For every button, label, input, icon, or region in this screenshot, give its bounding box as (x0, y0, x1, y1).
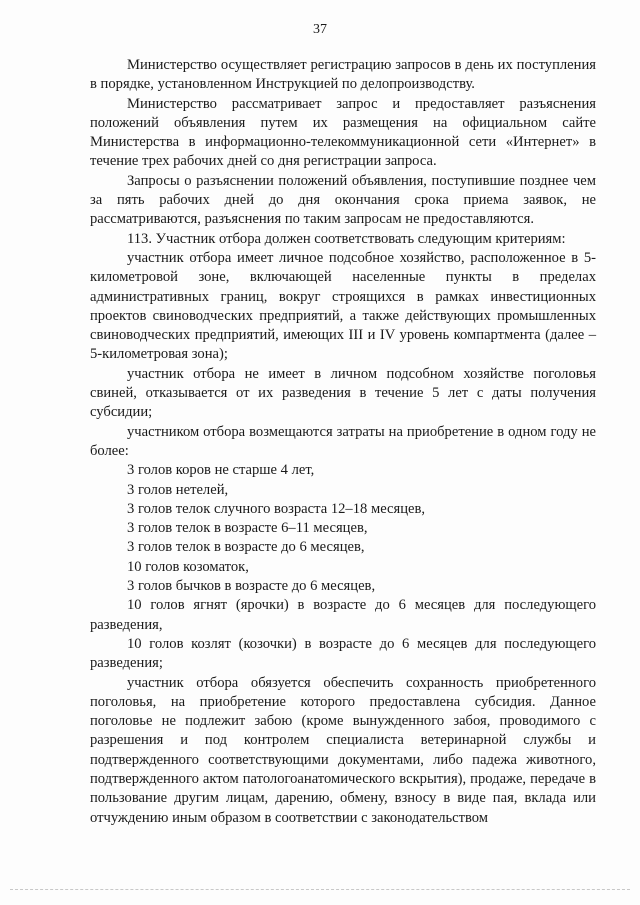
paragraph-criterion-costs: участником отбора возмещаются затраты на приобретение в одном году не более: (90, 423, 596, 459)
paragraph-criteria-heading: 113. Участник отбора должен соответствовать следующим критериям: (127, 230, 566, 247)
scan-edge-line (10, 889, 630, 890)
paragraph-criterion-safekeeping: участник отбора обязуется обеспечить сохранность приобретенного поголовья, на приобретение которого предоставлена субсидия. Данное поголовье не подлежит забою (кроме вынужденного забоя, проводимого с разрешения и под контролем специалиста ветеринарной службы и подтвержденного соответствующими документами, либо падежа животного, подтвержденного актом патологоанатомического вскрытия), продаже, передаче в пользование другим лицам, дарению, обмену, взносу в виде пая, вклада или отчуждению иным образом в соответствии с законодательством (90, 674, 596, 826)
page-number: 37 (313, 22, 327, 37)
paragraph-late-requests: Запросы о разъяснении положений объявления, поступившие позднее чем за пять рабочих дней до дня окончания срока приема заявок, не рассматриваются, разъяснения по таким запросам не предоставляются. (90, 172, 596, 228)
list-item-kids: 10 голов козлят (козочки) в возрасте до 6 месяцев для последующего разведения; (90, 635, 596, 672)
paragraph-clarification: Министерство рассматривает запрос и предоставляет разъяснения положений объявления путем их размещения на официальном сайте Министерства в информационно-телекоммуникационной сети «Интернет» в течение трех рабочих дней со дня регистрации запроса. (90, 95, 596, 170)
paragraph-criterion-no-pigs: участник отбора не имеет в личном подсобном хозяйстве поголовья свиней, отказывается от их разведения в течение 5 лет с даты получения субсидии; (90, 365, 596, 421)
list-item-heifers-under-6: 3 голов телок в возрасте до 6 месяцев, (127, 539, 365, 556)
list-item-bulls: 3 голов бычков в возрасте до 6 месяцев, (127, 578, 376, 595)
document-body (90, 56, 596, 828)
list-item-heifers: 3 голов нетелей, (127, 481, 229, 498)
list-item-goats: 10 голов козоматок, (127, 558, 249, 575)
list-item-cows: 3 голов коров не старше 4 лет, (127, 462, 315, 479)
list-item-lambs: 10 голов ягнят (ярочки) в возрасте до 6 месяцев для последующего разведения, (90, 597, 596, 633)
list-item-heifers-6-11: 3 голов телок в возрасте 6–11 месяцев, (127, 520, 368, 537)
paragraph-criterion-zone: участник отбора имеет личное подсобное хозяйство, расположенное в 5-километровой зоне, включающей населенные пункты в пределах административных границ, вокруг строящихся в рамках инвестиционных проектов свиноводческих предприятий, а также действующих промышленных свиноводческих предприятий, имеющих III и IV уровень компартмента (далее – 5-километровая зона); (90, 249, 596, 363)
list-item-heifers-12-18: 3 голов телок случного возраста 12–18 месяцев, (127, 500, 426, 517)
paragraph-registration: Министерство осуществляет регистрацию запросов в день их поступления в порядке, установленном Инструкцией по делопроизводству. (90, 57, 596, 93)
